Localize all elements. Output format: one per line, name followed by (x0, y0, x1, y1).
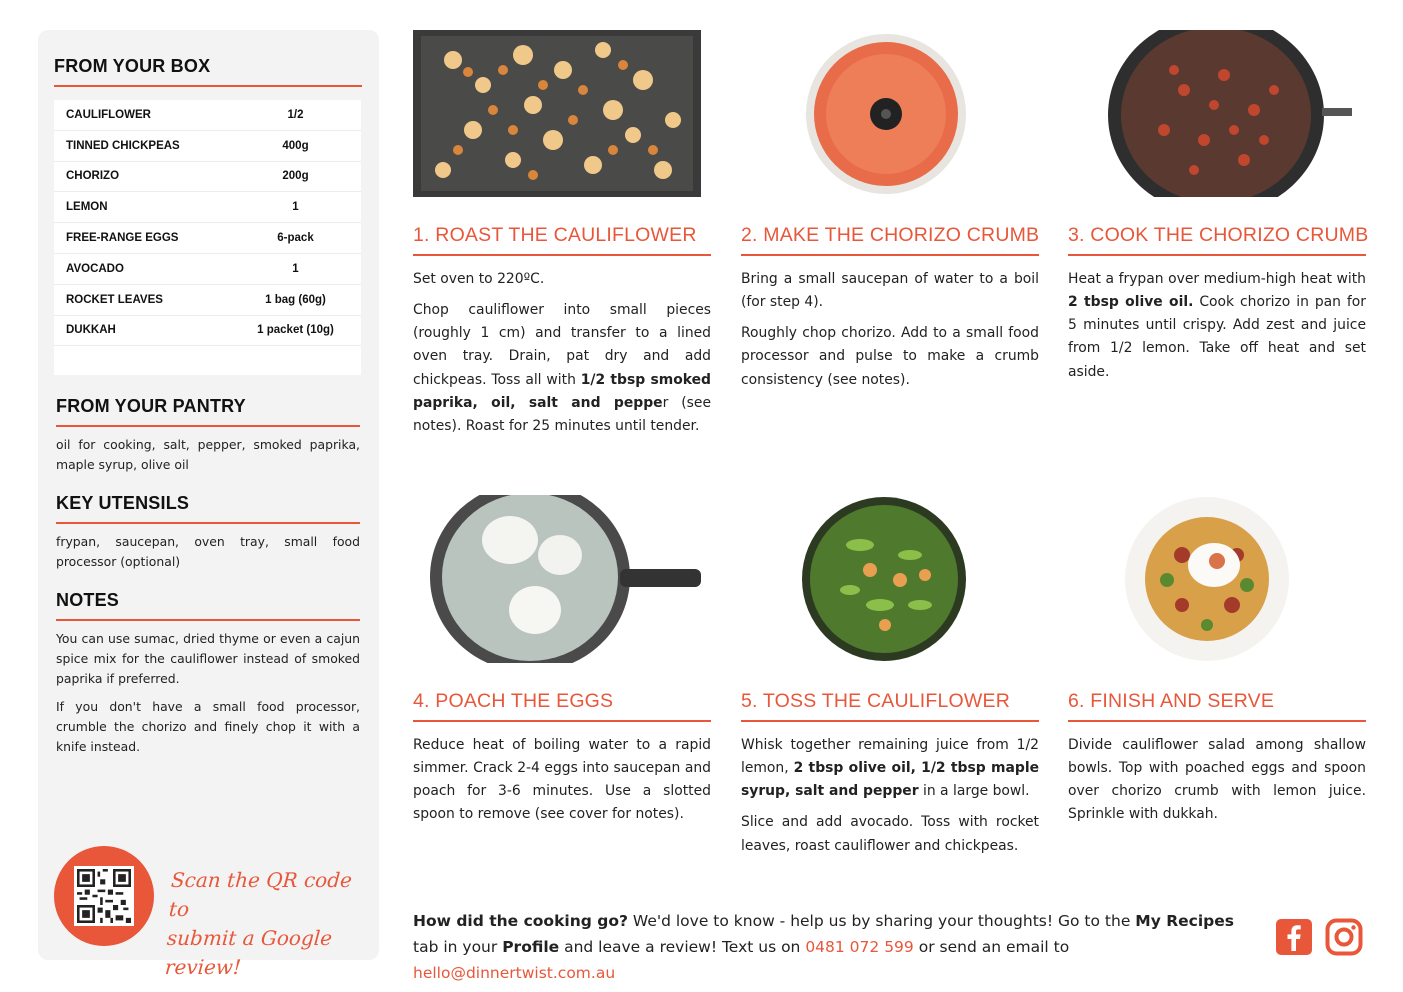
step-title: 2. MAKE THE CHORIZO CRUMB (741, 224, 1040, 246)
ingredient-row (54, 223, 361, 254)
step-body (1068, 268, 1366, 384)
step-divider (741, 254, 1039, 256)
footer-text: tab in your (413, 938, 503, 956)
sidebar-panel (38, 30, 379, 979)
ingredient-qty: 1 (292, 201, 299, 214)
step-text: Whisk together remaining juice from 1/2 lemon, (741, 736, 1039, 776)
step-text: r (see notes). Roast for 25 minutes until tender. (413, 394, 712, 435)
step-paragraph (1068, 268, 1366, 384)
step-divider (741, 720, 1039, 722)
step-body (1068, 734, 1366, 827)
pantry-section (56, 396, 360, 475)
step-title: 5. TOSS THE CAULIFLOWER (741, 690, 1011, 712)
step-text: Heat a frypan over medium-high heat with (1068, 270, 1366, 287)
facebook-icon[interactable] (1275, 918, 1313, 956)
from-your-box-section (54, 56, 362, 87)
footer-text: and leave a review! Text us on (559, 938, 806, 956)
finished-dish-photo (1122, 495, 1292, 663)
step-4 (413, 690, 711, 827)
step-paragraph: Set oven to 220ºC. (413, 270, 545, 287)
step-body (741, 734, 1039, 858)
ingredient-row (54, 254, 361, 285)
step-title: 1. ROAST THE CAULIFLOWER (413, 224, 697, 246)
section-divider (56, 522, 360, 524)
ingredient-qty: 1 (292, 262, 299, 275)
step-body (413, 268, 711, 439)
ingredient-row (54, 100, 361, 131)
ingredients-table (54, 100, 361, 375)
step-paragraph: Slice and add avocado. Toss with rocket leaves, roast cauliflower and chickpeas. (741, 814, 1039, 854)
footer-text: We'd love to know - help us by sharing your thoughts! Go to the (627, 912, 1136, 930)
my-recipes-link[interactable]: My Recipes (1135, 912, 1234, 930)
ingredient-qty: 400g (282, 139, 309, 152)
step-title: 4. POACH THE EGGS (413, 690, 614, 712)
food-processor-photo (800, 32, 972, 195)
ingredient-qty: 1 packet (10g) (257, 324, 334, 337)
step-6 (1068, 690, 1366, 827)
from-your-box-title: FROM YOUR BOX (54, 56, 211, 76)
step-divider (413, 720, 711, 722)
step-3 (1068, 224, 1369, 384)
step-bold-text: 1/2 tbsp smoked paprika, oil, salt and peppe (413, 371, 711, 411)
utensils-title: KEY UTENSILS (56, 493, 190, 513)
step-title: 3. COOK THE CHORIZO CRUMB (1068, 224, 1369, 246)
step-paragraph: Roughly chop chorizo. Add to a small food processor and pulse to make a crumb consistency (see notes). (741, 325, 1039, 388)
step-title: 6. FINISH AND SERVE (1068, 690, 1275, 712)
ingredient-row (54, 285, 361, 316)
frypan-chorizo-photo (1104, 30, 1362, 197)
step-body (741, 268, 1039, 392)
step-bold-text: 2 tbsp olive oil. (1068, 293, 1194, 310)
ingredient-row (54, 162, 361, 193)
ingredient-name: CHORIZO (66, 170, 120, 183)
utensils-text: frypan, saucepan, oven tray, small food processor (optional) (56, 534, 360, 569)
footer-text: or send an email to (913, 938, 1070, 956)
step-bold-text: 2 tbsp olive oil, 1/2 tbsp maple syrup, salt and pepper (741, 759, 1039, 800)
step-paragraph (413, 299, 711, 439)
note-text: You can use sumac, dried thyme or even a cajun spice mix for the cauliflower instead of smoked paprika if preferred. (56, 631, 360, 686)
ingredient-row (54, 192, 361, 223)
ingredient-name: CAULIFLOWER (66, 108, 151, 121)
section-divider (56, 619, 360, 621)
step-paragraph: Bring a small saucepan of water to a boil (for step 4). (741, 270, 1039, 310)
notes-title: NOTES (56, 590, 120, 610)
step-text: Chop cauliflower into small pieces (roughly 1 cm) and transfer to a lined oven tray. Drain, pat dry and add chickpeas. Toss all with (413, 301, 711, 388)
ingredient-name: DUKKAH (66, 324, 116, 337)
step-5 (741, 690, 1039, 858)
qr-code-badge[interactable] (54, 846, 154, 946)
step-divider (1068, 720, 1366, 722)
step-text: Cook chorizo in pan for 5 minutes until crispy. Add zest and juice from 1/2 lemon. Take off heat and set aside. (1068, 293, 1366, 380)
step-body (413, 734, 711, 827)
pantry-text: oil for cooking, salt, pepper, smoked paprika, maple syrup, olive oil (56, 437, 360, 472)
section-divider (56, 425, 360, 427)
email-link[interactable]: hello@dinnertwist.com.au (413, 964, 616, 982)
pantry-title: FROM YOUR PANTRY (56, 396, 246, 416)
ingredient-qty: 1 bag (60g) (265, 293, 326, 306)
step-paragraph: Reduce heat of boiling water to a rapid simmer. Crack 2-4 eggs into saucepan and poach for 3-6 minutes. Use a slotted spoon to remove (see cover for notes). (413, 736, 711, 823)
note-text: If you don't have a small food processor, crumble the chorizo and finely chop it with a knife instead. (56, 699, 360, 754)
ingredient-qty: 200g (282, 170, 309, 183)
ingredient-name: TINNED CHICKPEAS (66, 139, 180, 152)
instagram-icon[interactable] (1325, 918, 1363, 956)
step-divider (1068, 254, 1366, 256)
feedback-footer (413, 908, 1263, 986)
ingredient-name: ROCKET LEAVES (66, 293, 163, 306)
step-paragraph (741, 734, 1039, 804)
qr-code-icon (74, 866, 134, 926)
phone-link[interactable]: 0481 072 599 (805, 938, 914, 956)
roast-cauliflower-photo (413, 30, 701, 197)
step-text: in a large bowl. (918, 783, 1030, 800)
scan-caption-line: submit a Google review! (164, 926, 333, 979)
poached-eggs-photo (430, 495, 701, 663)
step-1 (413, 224, 711, 439)
step-paragraph: Divide cauliflower salad among shallow bowls. Top with poached eggs and spoon over chorizo crumb with lemon juice. Sprinkle with dukkah. (1068, 736, 1366, 823)
utensils-section (56, 493, 360, 572)
ingredient-row (54, 316, 361, 347)
ingredient-name: LEMON (66, 201, 108, 214)
profile-link[interactable]: Profile (502, 938, 560, 956)
scan-caption-line: Scan the QR code to (168, 868, 353, 921)
section-divider (54, 85, 362, 87)
footer-question: How did the cooking go? (413, 912, 628, 930)
step-divider (413, 254, 711, 256)
ingredient-qty: 6-pack (277, 232, 314, 245)
ingredient-row (54, 131, 361, 162)
step-2 (741, 224, 1039, 392)
scan-qr-caption (164, 866, 372, 982)
ingredient-name: AVOCADO (66, 262, 124, 275)
ingredient-name: FREE-RANGE EGGS (66, 232, 179, 245)
cauliflower-salad-photo (800, 495, 968, 663)
notes-section (56, 590, 360, 757)
ingredient-qty: 1/2 (287, 108, 304, 121)
